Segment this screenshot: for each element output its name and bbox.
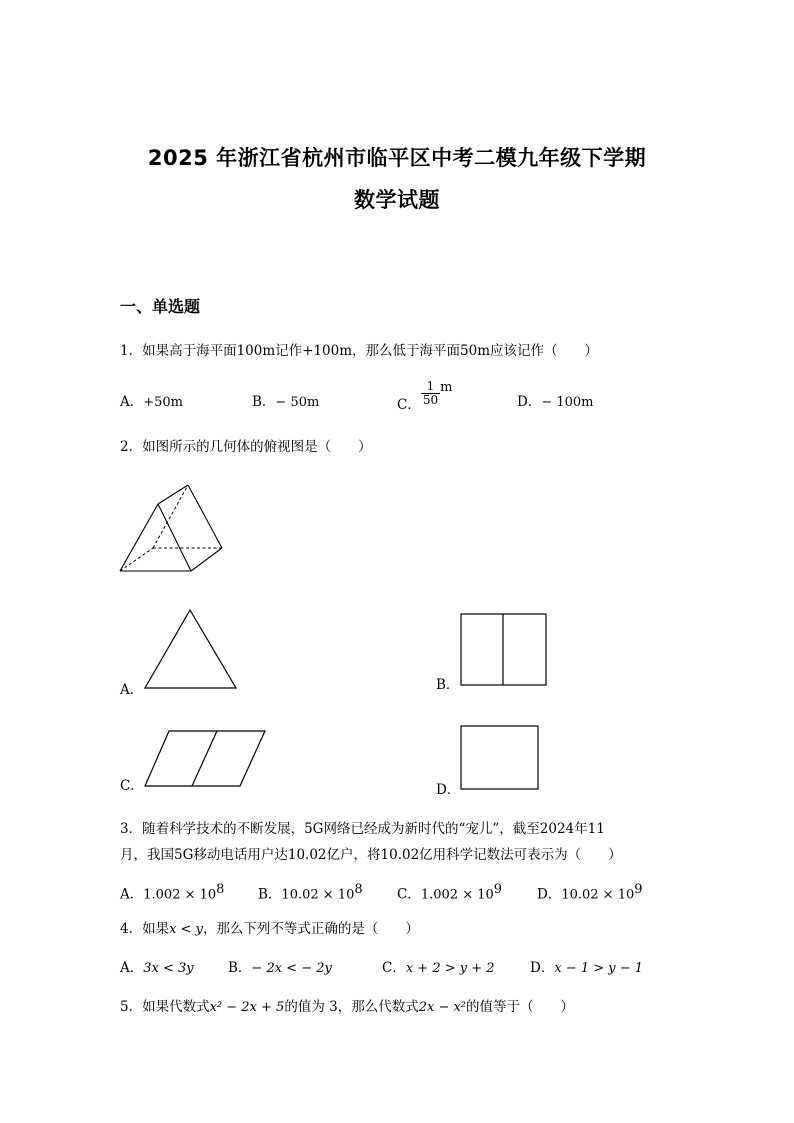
exponent: 8: [354, 882, 363, 897]
option-label: D．: [530, 960, 555, 976]
question-5-text: [120, 994, 574, 1021]
option-label: C．: [397, 397, 421, 413]
q4-option-b: [228, 956, 332, 976]
unit: m: [440, 380, 453, 395]
question-3-line2: 月，我国5G移动电话用户达10.02亿户，将10.02亿用科学记数法可表示为（ ）: [120, 847, 622, 863]
question-5-suffix: 的值等于（ ）: [466, 999, 575, 1015]
triangular-prism-figure: [118, 482, 226, 574]
exponent: 8: [216, 882, 225, 897]
question-4-suffix: ，那么下列不等式正确的是（ ）: [202, 921, 419, 937]
q2-option-b-rectangle: [460, 613, 548, 687]
q1-option-b: [252, 390, 319, 410]
option-value: − 50m: [275, 395, 320, 410]
question-4-condition: x < y: [169, 922, 203, 937]
question-5-expression-2: 2x − x²: [418, 1000, 467, 1015]
option-label: A．: [120, 960, 144, 976]
fraction: [421, 380, 440, 407]
q4-option-a: [120, 956, 194, 976]
document-subtitle: 数学试题: [354, 188, 440, 212]
option-label: A．: [120, 886, 144, 903]
q4-option-c: [382, 956, 495, 976]
q3-option-b: [258, 882, 363, 903]
option-value: − 2x < − 2y: [251, 961, 332, 976]
question-4-prefix: 4．如果: [120, 921, 170, 937]
option-value: +50m: [143, 395, 184, 410]
q1-option-a: [120, 390, 183, 410]
q3-option-c: [397, 882, 502, 903]
option-label: B．: [258, 886, 282, 903]
option-label: A．: [120, 394, 144, 410]
q2-option-d-label: D．: [436, 782, 461, 798]
question-5-prefix: 5．如果代数式: [120, 999, 210, 1015]
option-value: 1.002 × 10: [143, 887, 217, 903]
q2-option-c-parallelograms: [144, 730, 268, 788]
option-value: 10.02 × 10: [561, 887, 635, 903]
option-label: D．: [517, 394, 542, 410]
question-3-line1: 3．随着科学技术的不断发展，5G网络已经成为新时代的“宠儿”，截至2024年11: [120, 821, 605, 837]
question-5-middle: 的值为 3，那么代数式: [284, 999, 419, 1015]
fraction-numerator: 1: [421, 380, 440, 394]
option-value: 3x < 3y: [143, 961, 194, 976]
option-value: x + 2 > y + 2: [405, 961, 495, 976]
q2-option-a-label: A．: [120, 682, 144, 698]
q3-option-a: [120, 882, 224, 903]
option-value: 1.002 × 10: [420, 887, 494, 903]
option-value: x − 1 > y − 1: [554, 961, 644, 976]
q2-option-a-triangle: [144, 608, 238, 690]
question-1-text: 1．如果高于海平面100m记作+100m，那么低于海平面50m应该记作（ ）: [120, 343, 599, 359]
q1-option-c: [397, 380, 452, 413]
q2-option-b-label: B．: [436, 677, 460, 693]
fraction-denominator: 50: [422, 393, 439, 407]
option-label: C．: [397, 886, 421, 903]
option-label: C．: [382, 960, 406, 976]
option-value: 10.02 × 10: [281, 887, 355, 903]
question-5-expression-1: x² − 2x + 5: [209, 1000, 285, 1015]
option-label: D．: [537, 886, 562, 903]
option-value: − 100m: [541, 395, 594, 410]
option-label: B．: [228, 960, 252, 976]
q2-option-c-label: C．: [120, 778, 144, 794]
exponent: 9: [634, 882, 643, 897]
document-title: 2025 年浙江省杭州市临平区中考二模九年级下学期: [147, 146, 647, 170]
q2-option-d-rectangle: [460, 725, 540, 791]
question-4-text: [120, 916, 419, 943]
question-2-text: 2．如图所示的几何体的俯视图是（ ）: [120, 439, 372, 455]
q3-option-d: [537, 882, 643, 903]
section-heading: 一、单选题: [120, 297, 201, 316]
exponent: 9: [493, 882, 503, 897]
q1-option-d: [517, 390, 594, 410]
q4-option-d: [530, 956, 643, 976]
option-label: B．: [252, 394, 276, 410]
